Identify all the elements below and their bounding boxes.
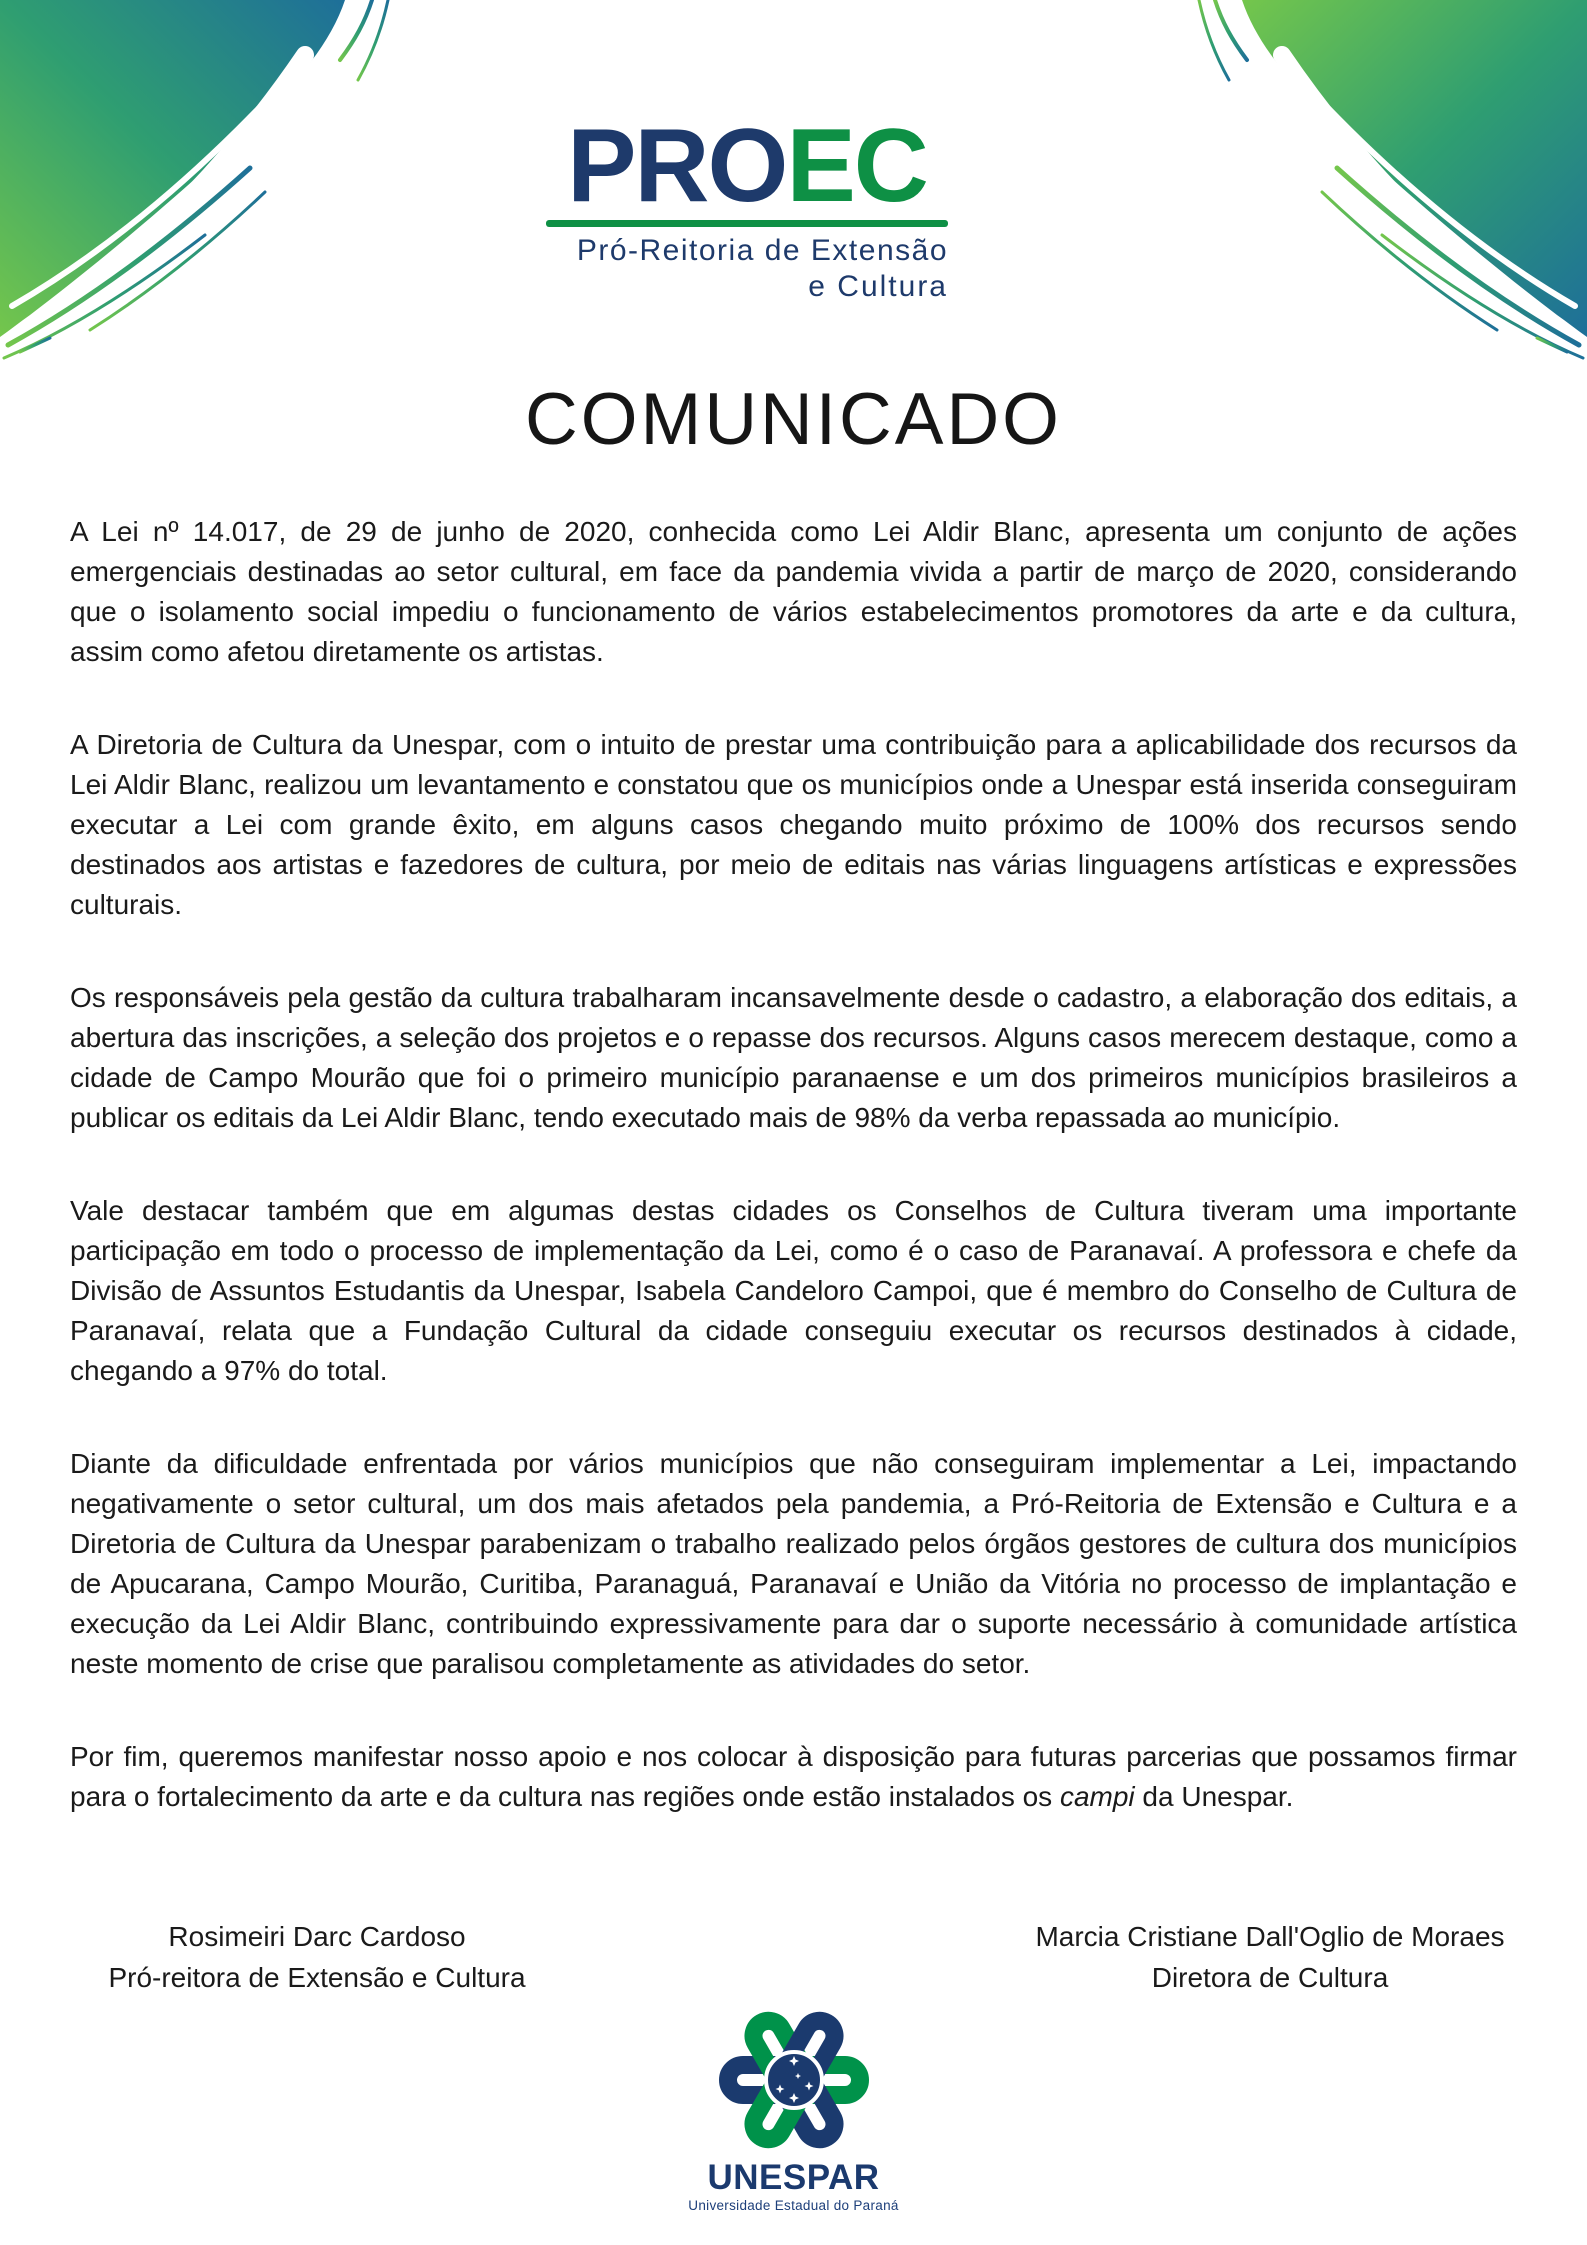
proec-subtitle-line1: Pró-Reitoria de Extensão <box>576 234 948 267</box>
closing-text-post: da Unespar. <box>1134 1781 1294 1812</box>
brush-stroke-top-right-icon <box>1157 0 1587 365</box>
unespar-logo <box>0 2004 1587 2213</box>
paragraph-2: A Diretoria de Cultura da Unespar, com o intuito de prestar uma contribuição para a aplicabilidade dos recursos da Lei Aldir Blanc, realizou um levantamento e constatou que os municípios onde a Unespar está inserida conseguiram executar a Lei com grande êxito, em alguns casos chegando muito próximo de 100% dos recursos sendo destinados aos artistas e fazedores de cultura, por meio de editais nas várias linguagens artísticas e expressões culturais. <box>70 729 1517 920</box>
paragraph-6 <box>70 1737 1517 1817</box>
proec-wordmark-ec: EC <box>786 108 927 224</box>
page-title: COMUNICADO <box>525 379 1062 460</box>
signature-block-left <box>67 1916 567 1998</box>
unespar-subtitle: Universidade Estadual do Paraná <box>688 2198 899 2213</box>
proec-subtitle-line2: e Cultura <box>808 270 948 303</box>
signature-block-right <box>980 1916 1560 1998</box>
signature-name: Marcia Cristiane Dall'Oglio de Moraes <box>1035 1921 1505 1952</box>
closing-text-pre: Por fim, queremos manifestar nosso apoio e nos colocar à disposição para futuras parcerias que possamos firmar para o fortalecimento da arte e da cultura nas regiões onde estão instalados os <box>70 1741 1517 1812</box>
brush-stroke-top-left-icon <box>0 0 430 365</box>
paragraph-1: A Lei nº 14.017, de 29 de junho de 2020, conhecida como Lei Aldir Blanc, apresenta um conjunto de ações emergenciais destinadas ao setor cultural, em face da pandemia vivida a partir de março de 2020, considerando que o isolamento social impediu o funcionamento de vários estabelecimentos promotores da arte e da cultura, assim como afetou diretamente os artistas. <box>70 516 1517 667</box>
signature-role: Diretora de Cultura <box>1151 1962 1389 1993</box>
document-body <box>70 512 1517 1817</box>
signature-name: Rosimeiri Darc Cardoso <box>168 1921 466 1952</box>
proec-logo <box>546 108 948 303</box>
signature-role: Pró-reitora de Extensão e Cultura <box>108 1962 526 1993</box>
unespar-flower-icon <box>714 2004 874 2156</box>
paragraph-3: Os responsáveis pela gestão da cultura trabalharam incansavelmente desde o cadastro, a elaboração dos editais, a abertura das inscrições, a seleção dos projetos e o repasse dos recursos. Alguns casos merecem destaque, como a cidade de Campo Mourão que foi o primeiro município paranaense e um dos primeiros municípios brasileiros a publicar os editais da Lei Aldir Blanc, tendo executado mais de 98% da verba repassada ao município. <box>70 982 1517 1133</box>
proec-wordmark <box>546 108 948 224</box>
paragraph-4: Vale destacar também que em algumas destas cidades os Conselhos de Cultura tiveram uma importante participação em todo o processo de implementação da Lei, como é o caso de Paranavaí. A professora e chefe da Divisão de Assuntos Estudantis da Unespar, Isabela Candeloro Campoi, que é membro do Conselho de Cultura de Paranavaí, relata que a Fundação Cultural da cidade conseguiu executar os recursos destinados à cidade, chegando a 97% do total. <box>70 1195 1517 1386</box>
proec-wordmark-pro: PRO <box>567 108 787 224</box>
closing-text-italic: campi <box>1059 1781 1135 1812</box>
paragraph-5: Diante da dificuldade enfrentada por vários municípios que não conseguiram implementar a Lei, impactando negativamente o setor cultural, um dos mais afetados pela pandemia, a Pró-Reitoria de Extensão e Cultura e a Diretoria de Cultura da Unespar parabenizam o trabalho realizado pelos órgãos gestores de cultura dos municípios de Apucarana, Campo Mourão, Curitiba, Paranaguá, Paranavaí e União da Vitória no processo de implantação e execução da Lei Aldir Blanc, contribuindo expressivamente para dar o suporte necessário à comunidade artística neste momento de crise que paralisou completamente as atividades do setor. <box>70 1448 1517 1679</box>
unespar-wordmark: UNESPAR <box>707 2158 880 2197</box>
